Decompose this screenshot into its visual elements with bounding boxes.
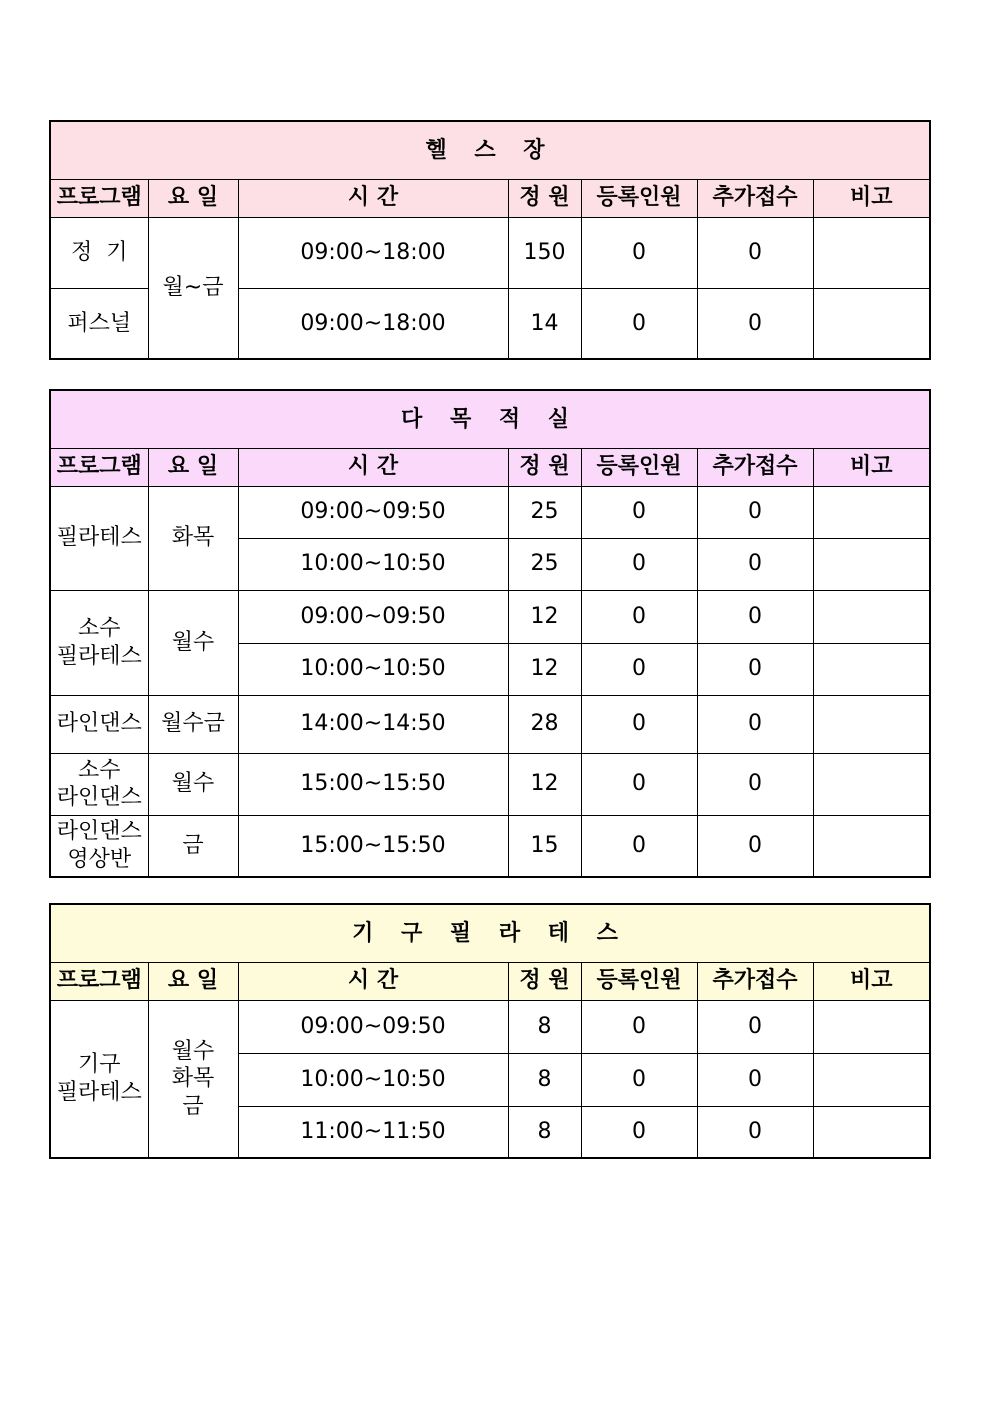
header-time: 시 간 — [238, 179, 508, 217]
capacity-cell: 150 — [508, 217, 581, 288]
program-cell: 소수 라인댄스 — [50, 753, 148, 815]
additional-cell: 0 — [697, 643, 813, 695]
note-cell — [813, 1053, 930, 1106]
day-cell: 월수 — [148, 590, 238, 695]
day-cell: 월~금 — [148, 217, 238, 359]
day-cell: 월수금 — [148, 695, 238, 753]
table-row — [50, 753, 930, 815]
table-row — [50, 486, 930, 538]
registered-cell: 0 — [581, 1000, 697, 1053]
additional-cell: 0 — [697, 288, 813, 359]
day-cell: 월수 화목 금 — [148, 1000, 238, 1158]
note-cell — [813, 1106, 930, 1158]
capacity-cell: 12 — [508, 643, 581, 695]
header-program: 프로그램 — [50, 962, 148, 1000]
capacity-cell: 8 — [508, 1000, 581, 1053]
equipment-pilates-table — [49, 903, 931, 1159]
additional-cell: 0 — [697, 486, 813, 538]
time-cell: 15:00~15:50 — [238, 815, 508, 877]
time-cell: 09:00~09:50 — [238, 1000, 508, 1053]
note-cell — [813, 288, 930, 359]
capacity-cell: 15 — [508, 815, 581, 877]
note-cell — [813, 643, 930, 695]
capacity-cell: 8 — [508, 1106, 581, 1158]
header-program: 프로그램 — [50, 448, 148, 486]
header-registered: 등록인원 — [581, 448, 697, 486]
additional-cell: 0 — [697, 1000, 813, 1053]
header-day: 요 일 — [148, 179, 238, 217]
table-row — [50, 815, 930, 877]
header-additional: 추가접수 — [697, 179, 813, 217]
program-cell: 필라테스 — [50, 486, 148, 590]
day-cell: 화목 — [148, 486, 238, 590]
time-cell: 09:00~09:50 — [238, 590, 508, 643]
program-cell: 라인댄스 — [50, 695, 148, 753]
capacity-cell: 8 — [508, 1053, 581, 1106]
additional-cell: 0 — [697, 217, 813, 288]
registered-cell: 0 — [581, 590, 697, 643]
capacity-cell: 28 — [508, 695, 581, 753]
capacity-cell: 14 — [508, 288, 581, 359]
note-cell — [813, 1000, 930, 1053]
header-day: 요 일 — [148, 962, 238, 1000]
header-capacity: 정 원 — [508, 179, 581, 217]
time-cell: 15:00~15:50 — [238, 753, 508, 815]
time-cell: 10:00~10:50 — [238, 643, 508, 695]
registered-cell: 0 — [581, 643, 697, 695]
additional-cell: 0 — [697, 815, 813, 877]
header-note: 비고 — [813, 962, 930, 1000]
time-cell: 09:00~09:50 — [238, 486, 508, 538]
header-note: 비고 — [813, 448, 930, 486]
registered-cell: 0 — [581, 486, 697, 538]
note-cell — [813, 217, 930, 288]
program-cell: 정 기 — [50, 217, 148, 288]
header-capacity: 정 원 — [508, 962, 581, 1000]
capacity-cell: 25 — [508, 486, 581, 538]
capacity-cell: 12 — [508, 590, 581, 643]
header-additional: 추가접수 — [697, 448, 813, 486]
registered-cell: 0 — [581, 815, 697, 877]
capacity-cell: 25 — [508, 538, 581, 590]
header-capacity: 정 원 — [508, 448, 581, 486]
table-row — [50, 1000, 930, 1053]
header-time: 시 간 — [238, 962, 508, 1000]
additional-cell: 0 — [697, 1106, 813, 1158]
program-cell: 기구 필라테스 — [50, 1000, 148, 1158]
day-cell: 월수 — [148, 753, 238, 815]
registered-cell: 0 — [581, 538, 697, 590]
program-cell: 퍼스널 — [50, 288, 148, 359]
time-cell: 09:00~18:00 — [238, 217, 508, 288]
header-registered: 등록인원 — [581, 962, 697, 1000]
day-cell: 금 — [148, 815, 238, 877]
note-cell — [813, 590, 930, 643]
note-cell — [813, 815, 930, 877]
additional-cell: 0 — [697, 590, 813, 643]
additional-cell: 0 — [697, 538, 813, 590]
header-additional: 추가접수 — [697, 962, 813, 1000]
header-time: 시 간 — [238, 448, 508, 486]
multipurpose-title: 다 목 적 실 — [50, 390, 930, 448]
additional-cell: 0 — [697, 753, 813, 815]
note-cell — [813, 753, 930, 815]
time-cell: 09:00~18:00 — [238, 288, 508, 359]
header-note: 비고 — [813, 179, 930, 217]
equipment-pilates-title: 기 구 필 라 테 스 — [50, 904, 930, 962]
registered-cell: 0 — [581, 1106, 697, 1158]
registered-cell: 0 — [581, 217, 697, 288]
gym-table — [49, 120, 931, 360]
table-row — [50, 217, 930, 288]
gym-title: 헬 스 장 — [50, 121, 930, 179]
header-program: 프로그램 — [50, 179, 148, 217]
additional-cell: 0 — [697, 695, 813, 753]
registered-cell: 0 — [581, 695, 697, 753]
header-day: 요 일 — [148, 448, 238, 486]
note-cell — [813, 486, 930, 538]
time-cell: 14:00~14:50 — [238, 695, 508, 753]
registered-cell: 0 — [581, 753, 697, 815]
time-cell: 10:00~10:50 — [238, 538, 508, 590]
multipurpose-table — [49, 389, 931, 878]
capacity-cell: 12 — [508, 753, 581, 815]
note-cell — [813, 695, 930, 753]
program-cell: 소수 필라테스 — [50, 590, 148, 695]
program-cell: 라인댄스 영상반 — [50, 815, 148, 877]
time-cell: 11:00~11:50 — [238, 1106, 508, 1158]
registered-cell: 0 — [581, 288, 697, 359]
time-cell: 10:00~10:50 — [238, 1053, 508, 1106]
table-row — [50, 590, 930, 643]
header-registered: 등록인원 — [581, 179, 697, 217]
additional-cell: 0 — [697, 1053, 813, 1106]
registered-cell: 0 — [581, 1053, 697, 1106]
table-row — [50, 695, 930, 753]
note-cell — [813, 538, 930, 590]
